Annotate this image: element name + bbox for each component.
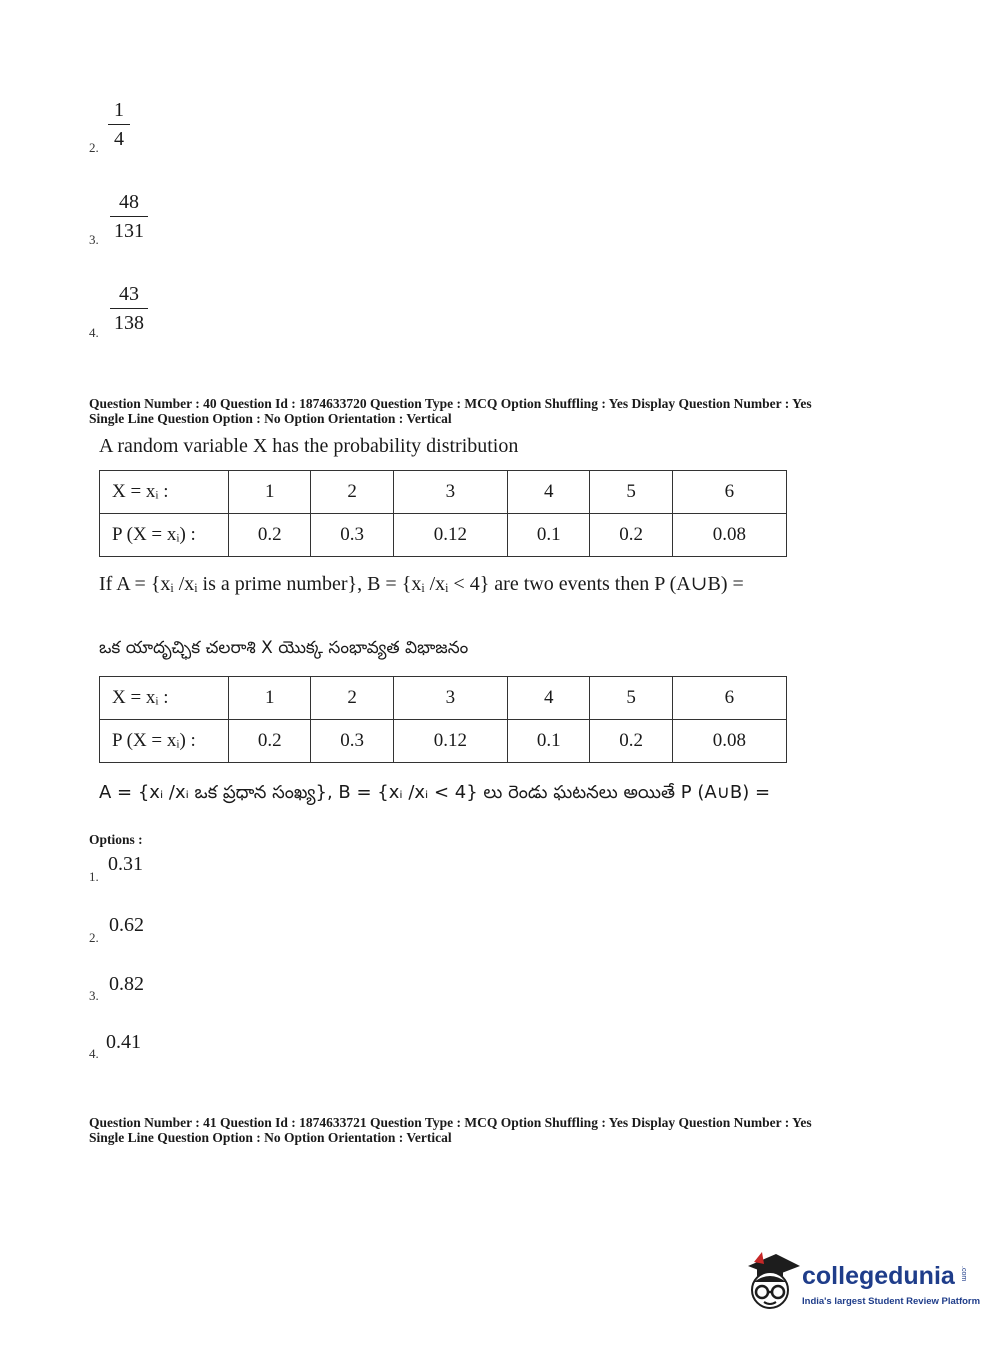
table-cell: 0.2 <box>229 514 311 557</box>
probability-table-te <box>99 676 787 763</box>
option-number: 4. <box>89 325 99 340</box>
fraction <box>108 100 130 149</box>
meta-line-2: Single Line Question Option : No Option Orientation : Vertical <box>89 411 452 426</box>
table-cell: 6 <box>672 471 786 514</box>
table-row-label: X = xᵢ : <box>100 677 229 720</box>
option-number: 4. <box>89 1046 99 1061</box>
denominator: 138 <box>114 312 144 334</box>
table-cell: 5 <box>590 677 672 720</box>
table-cell: 4 <box>507 471 589 514</box>
logo-dotcom: .com <box>960 1266 967 1282</box>
table-cell: 1 <box>229 471 311 514</box>
option-number: 2. <box>89 140 99 155</box>
probability-table-en <box>99 470 787 557</box>
numerator: 48 <box>119 191 139 213</box>
table-cell: 0.08 <box>672 720 786 763</box>
option-number: 1. <box>89 869 99 884</box>
denominator: 131 <box>114 220 144 242</box>
denominator: 4 <box>114 128 124 150</box>
table-cell: 0.2 <box>590 514 672 557</box>
option-value: 0.41 <box>106 1031 141 1053</box>
collegedunia-logo <box>740 1250 981 1320</box>
numerator: 1 <box>114 99 124 121</box>
table-cell: 4 <box>507 677 589 720</box>
table-cell: 0.08 <box>672 514 786 557</box>
question-text-te: A = {xᵢ /xᵢ ఒక ప్రధాన సంఖ్య}, B = {xᵢ /xᵢ < 4} లు రెండు ఘటనలు అయితే P (A∪B) = <box>99 782 771 803</box>
mascot-icon <box>740 1250 802 1314</box>
meta-line-1: Question Number : 40 Question Id : 1874633720 Question Type : MCQ Option Shuffling : Yes Display Question Number : Yes <box>89 396 812 411</box>
question-40-meta <box>89 396 969 426</box>
table-cell: 0.2 <box>590 720 672 763</box>
option-number: 3. <box>89 232 99 247</box>
meta-line-1: Question Number : 41 Question Id : 1874633721 Question Type : MCQ Option Shuffling : Yes Display Question Number : Yes <box>89 1115 812 1130</box>
table-cell: 6 <box>672 677 786 720</box>
table-cell: 0.2 <box>229 720 311 763</box>
question-intro-en: A random variable X has the probability distribution <box>99 435 519 457</box>
meta-line-2: Single Line Question Option : No Option Orientation : Vertical <box>89 1130 452 1145</box>
option-number: 3. <box>89 988 99 1003</box>
table-cell: 3 <box>393 677 507 720</box>
option-value: 0.82 <box>109 973 144 995</box>
logo-tagline: India's largest Student Review Platform <box>802 1296 981 1307</box>
options-label: Options : <box>89 832 143 847</box>
logo-name: collegedunia <box>802 1262 955 1290</box>
option-value: 0.31 <box>108 853 143 875</box>
table-cell: 2 <box>311 677 393 720</box>
option-value: 0.62 <box>109 914 144 936</box>
table-cell: 0.12 <box>393 514 507 557</box>
table-row-label: P (X = xᵢ) : <box>100 514 229 557</box>
table-row-label: X = xᵢ : <box>100 471 229 514</box>
table-cell: 2 <box>311 471 393 514</box>
table-cell: 0.12 <box>393 720 507 763</box>
question-intro-te: ఒక యాదృచ్ఛిక చలరాశి X యొక్క సంభావ్యత విభాజనం <box>99 638 469 658</box>
question-41-meta <box>89 1115 969 1145</box>
table-cell: 5 <box>590 471 672 514</box>
table-cell: 0.1 <box>507 720 589 763</box>
table-cell: 0.3 <box>311 720 393 763</box>
table-cell: 3 <box>393 471 507 514</box>
table-cell: 0.3 <box>311 514 393 557</box>
fraction <box>110 192 148 241</box>
table-row-label: P (X = xᵢ) : <box>100 720 229 763</box>
table-cell: 0.1 <box>507 514 589 557</box>
numerator: 43 <box>119 283 139 305</box>
table-cell: 1 <box>229 677 311 720</box>
fraction <box>110 284 148 333</box>
question-text-en: If A = {xᵢ /xᵢ is a prime number}, B = {xᵢ /xᵢ < 4} are two events then P (A∪B) = <box>99 573 744 595</box>
option-number: 2. <box>89 930 99 945</box>
